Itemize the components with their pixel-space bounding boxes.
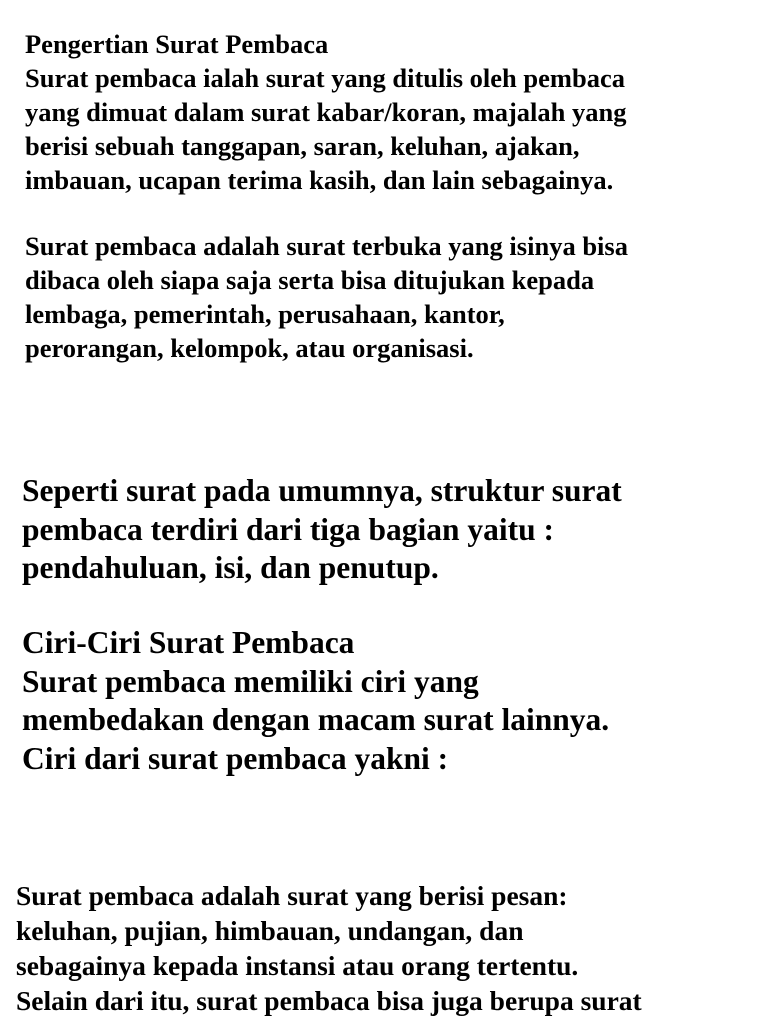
paragraph-line: Seperti surat pada umumnya, struktur surat [22, 473, 622, 508]
paragraph-line: sebagainya kepada instansi atau orang tertentu. [16, 950, 579, 981]
paragraph-line: Selain dari itu, surat pembaca bisa juga berupa surat [16, 985, 642, 1016]
paragraph-line: membedakan dengan macam surat lainnya. [22, 702, 610, 737]
definition-section [25, 27, 627, 197]
paragraph-line: perorangan, kelompok, atau organisasi. [25, 333, 474, 363]
paragraph-line: Surat pembaca adalah surat yang berisi pesan: [16, 880, 568, 911]
structure-paragraph [22, 472, 622, 588]
message-paragraph [16, 878, 642, 1018]
paragraph-line: Surat pembaca adalah surat terbuka yang isinya bisa [25, 231, 628, 261]
section-title-ciri-ciri: Ciri-Ciri Surat Pembaca [22, 625, 355, 660]
paragraph-line: Surat pembaca memiliki ciri yang [22, 663, 479, 699]
paragraph-line: berisi sebuah tanggapan, saran, keluhan, ajakan, [25, 131, 580, 161]
paragraph-line: lembaga, pemerintah, perusahaan, kantor, [25, 299, 505, 329]
paragraph-line: pembaca terdiri dari tiga bagian yaitu : [22, 511, 554, 547]
characteristics-section [22, 624, 609, 778]
open-letter-paragraph [25, 229, 628, 365]
paragraph-line: Ciri dari surat pembaca yakni : [22, 740, 449, 776]
paragraph-line: pendahuluan, isi, dan penutup. [22, 550, 439, 585]
section-title-pengertian: Pengertian Surat Pembaca [25, 29, 329, 59]
paragraph-line: Surat pembaca ialah surat yang ditulis oleh pembaca [25, 63, 625, 93]
paragraph-line: keluhan, pujian, himbauan, undangan, dan [16, 915, 524, 946]
paragraph-line: imbauan, ucapan terima kasih, dan lain sebagainya. [25, 165, 614, 195]
paragraph-line: dibaca oleh siapa saja serta bisa ditujukan kepada [25, 265, 595, 295]
paragraph-line: yang dimuat dalam surat kabar/koran, majalah yang [25, 97, 627, 127]
